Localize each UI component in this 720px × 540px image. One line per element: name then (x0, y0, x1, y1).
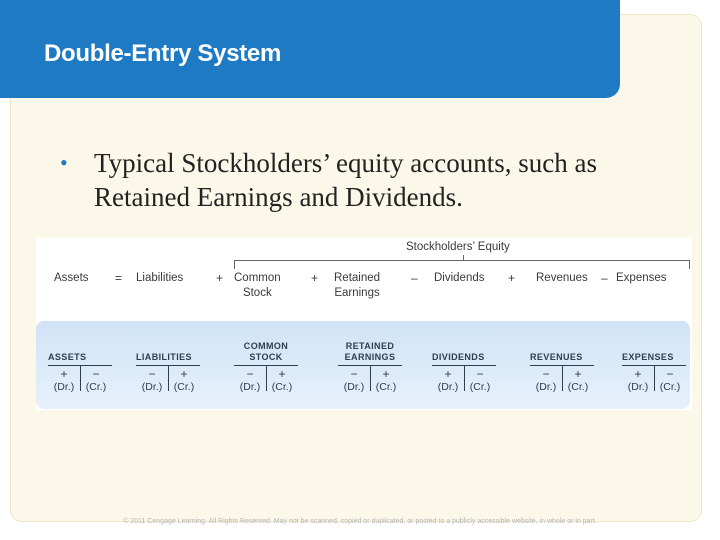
equation-term: Liabilities (136, 272, 184, 284)
t-account-name: REVENUES (530, 352, 583, 362)
slide-title: Double-Entry System (44, 40, 282, 67)
t-account (48, 335, 112, 399)
equation-operator: + (508, 271, 516, 285)
equation-operator: = (115, 271, 123, 285)
t-account-name: EXPENSES (622, 352, 674, 362)
equity-brace (234, 260, 690, 269)
debit-sign: − (350, 367, 358, 381)
t-account-name: LIABILITIES (136, 352, 192, 362)
t-account-band (36, 321, 690, 409)
stockholders-equity-label: Stockholders’ Equity (406, 241, 510, 253)
equation-operator: + (216, 271, 224, 285)
t-account (530, 335, 594, 399)
bullet-dot-icon: • (60, 150, 68, 175)
title-bar (0, 0, 620, 98)
debit-label: (Dr.) (627, 381, 649, 393)
credit-sign: + (180, 367, 188, 381)
credit-label: (Cr.) (271, 381, 293, 393)
equation-term: Revenues (536, 272, 588, 284)
bullet-text: Typical Stockholders’ equity accounts, such as Retained Earnings and Dividends. (94, 148, 597, 212)
equation-operator: + (311, 271, 319, 285)
t-account-name: DIVIDENDS (432, 352, 485, 362)
t-account-name: ASSETS (48, 352, 87, 362)
equation-term: Common Stock (234, 272, 281, 299)
t-account (338, 335, 402, 399)
credit-label: (Cr.) (659, 381, 681, 393)
equation-operator: – (601, 271, 608, 285)
debit-label: (Dr.) (437, 381, 459, 393)
t-account (136, 335, 200, 399)
equity-brace-tick (463, 255, 464, 261)
credit-sign: − (666, 367, 674, 381)
credit-sign: − (476, 367, 484, 381)
credit-sign: + (574, 367, 582, 381)
credit-sign: − (92, 367, 100, 381)
equation-term: Assets (54, 272, 89, 284)
credit-label: (Cr.) (85, 381, 107, 393)
accounting-equation-figure (36, 238, 692, 410)
t-account (234, 335, 298, 399)
debit-label: (Dr.) (239, 381, 261, 393)
credit-label: (Cr.) (469, 381, 491, 393)
equation-term: Expenses (616, 272, 667, 284)
credit-label: (Cr.) (375, 381, 397, 393)
credit-sign: + (278, 367, 286, 381)
debit-sign: − (246, 367, 254, 381)
debit-sign: − (148, 367, 156, 381)
t-account-name: COMMON STOCK (243, 341, 289, 362)
copyright-footer: © 2011 Cengage Learning. All Rights Reserved. May not be scanned, copied or duplicated, or posted to a publicly accessible website, in whole or in part. (123, 518, 597, 525)
debit-sign: + (634, 367, 642, 381)
debit-label: (Dr.) (141, 381, 163, 393)
debit-label: (Dr.) (53, 381, 75, 393)
credit-sign: + (382, 367, 390, 381)
equation-term: Dividends (434, 272, 485, 284)
equation-operator: – (411, 271, 418, 285)
debit-sign: − (542, 367, 550, 381)
t-account-name: RETAINED EARNINGS (344, 341, 396, 362)
credit-label: (Cr.) (173, 381, 195, 393)
debit-label: (Dr.) (343, 381, 365, 393)
credit-label: (Cr.) (567, 381, 589, 393)
debit-sign: + (444, 367, 452, 381)
equation-term: Retained Earnings (334, 272, 381, 299)
t-account (432, 335, 496, 399)
t-account (622, 335, 686, 399)
debit-sign: + (60, 367, 68, 381)
debit-label: (Dr.) (535, 381, 557, 393)
